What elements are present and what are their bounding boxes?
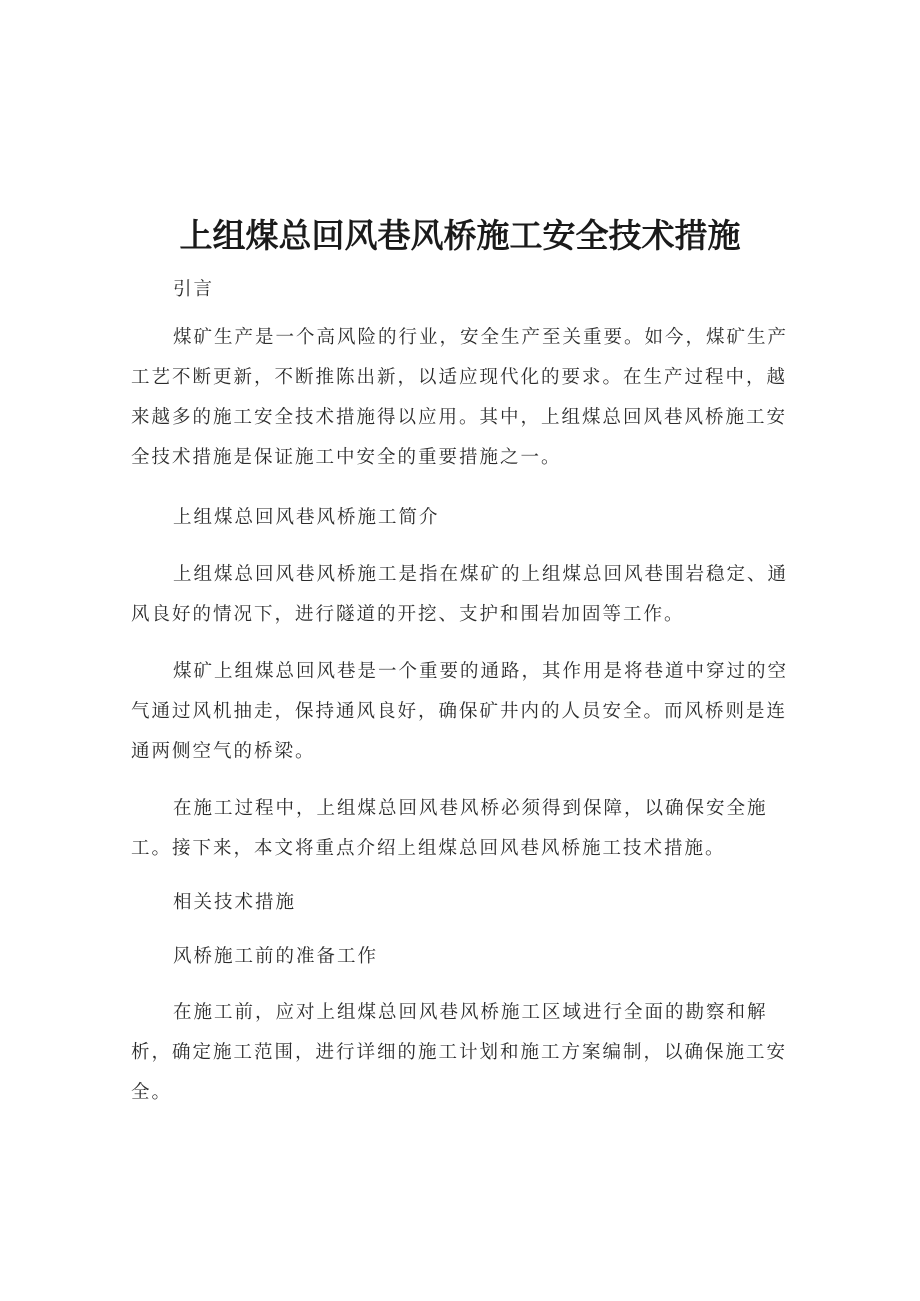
paragraph-overview-3: 在施工过程中，上组煤总回风巷风桥必须得到保障，以确保安全施工。接下来，本文将重点介绍上组煤总回风巷风桥施工技术措施。: [131, 798, 768, 859]
heading-overview: 上组煤总回风巷风桥施工简介: [173, 507, 440, 528]
heading-preparation: 风桥施工前的准备工作: [173, 946, 379, 967]
heading-introduction: 引言: [173, 279, 215, 300]
paragraph-overview-1: 上组煤总回风巷风桥施工是指在煤矿的上组煤总回风巷围岩稳定、通风良好的情况下，进行隧道的开挖、支护和围岩加固等工作。: [131, 564, 789, 625]
document-title: 上组煤总回风巷风桥施工安全技术措施: [179, 216, 741, 255]
paragraph-overview-2: 煤矿上组煤总回风巷是一个重要的通路，其作用是将巷道中穿过的空气通过风机抽走，保持通风良好，确保矿井内的人员安全。而风桥则是连通两侧空气的桥梁。: [131, 661, 789, 762]
heading-measures: 相关技术措施: [173, 892, 297, 913]
paragraph-intro: 煤矿生产是一个高风险的行业，安全生产至关重要。如今，煤矿生产工艺不断更新，不断推陈出新，以适应现代化的要求。在生产过程中，越来越多的施工安全技术措施得以应用。其中，上组煤总回风巷风桥施工安全技术措施是保证施工中安全的重要措施之一。: [131, 327, 789, 468]
paragraph-preparation: 在施工前，应对上组煤总回风巷风桥施工区域进行全面的勘察和解析，确定施工范围，进行详细的施工计划和施工方案编制，以确保施工安全。: [131, 1002, 788, 1103]
